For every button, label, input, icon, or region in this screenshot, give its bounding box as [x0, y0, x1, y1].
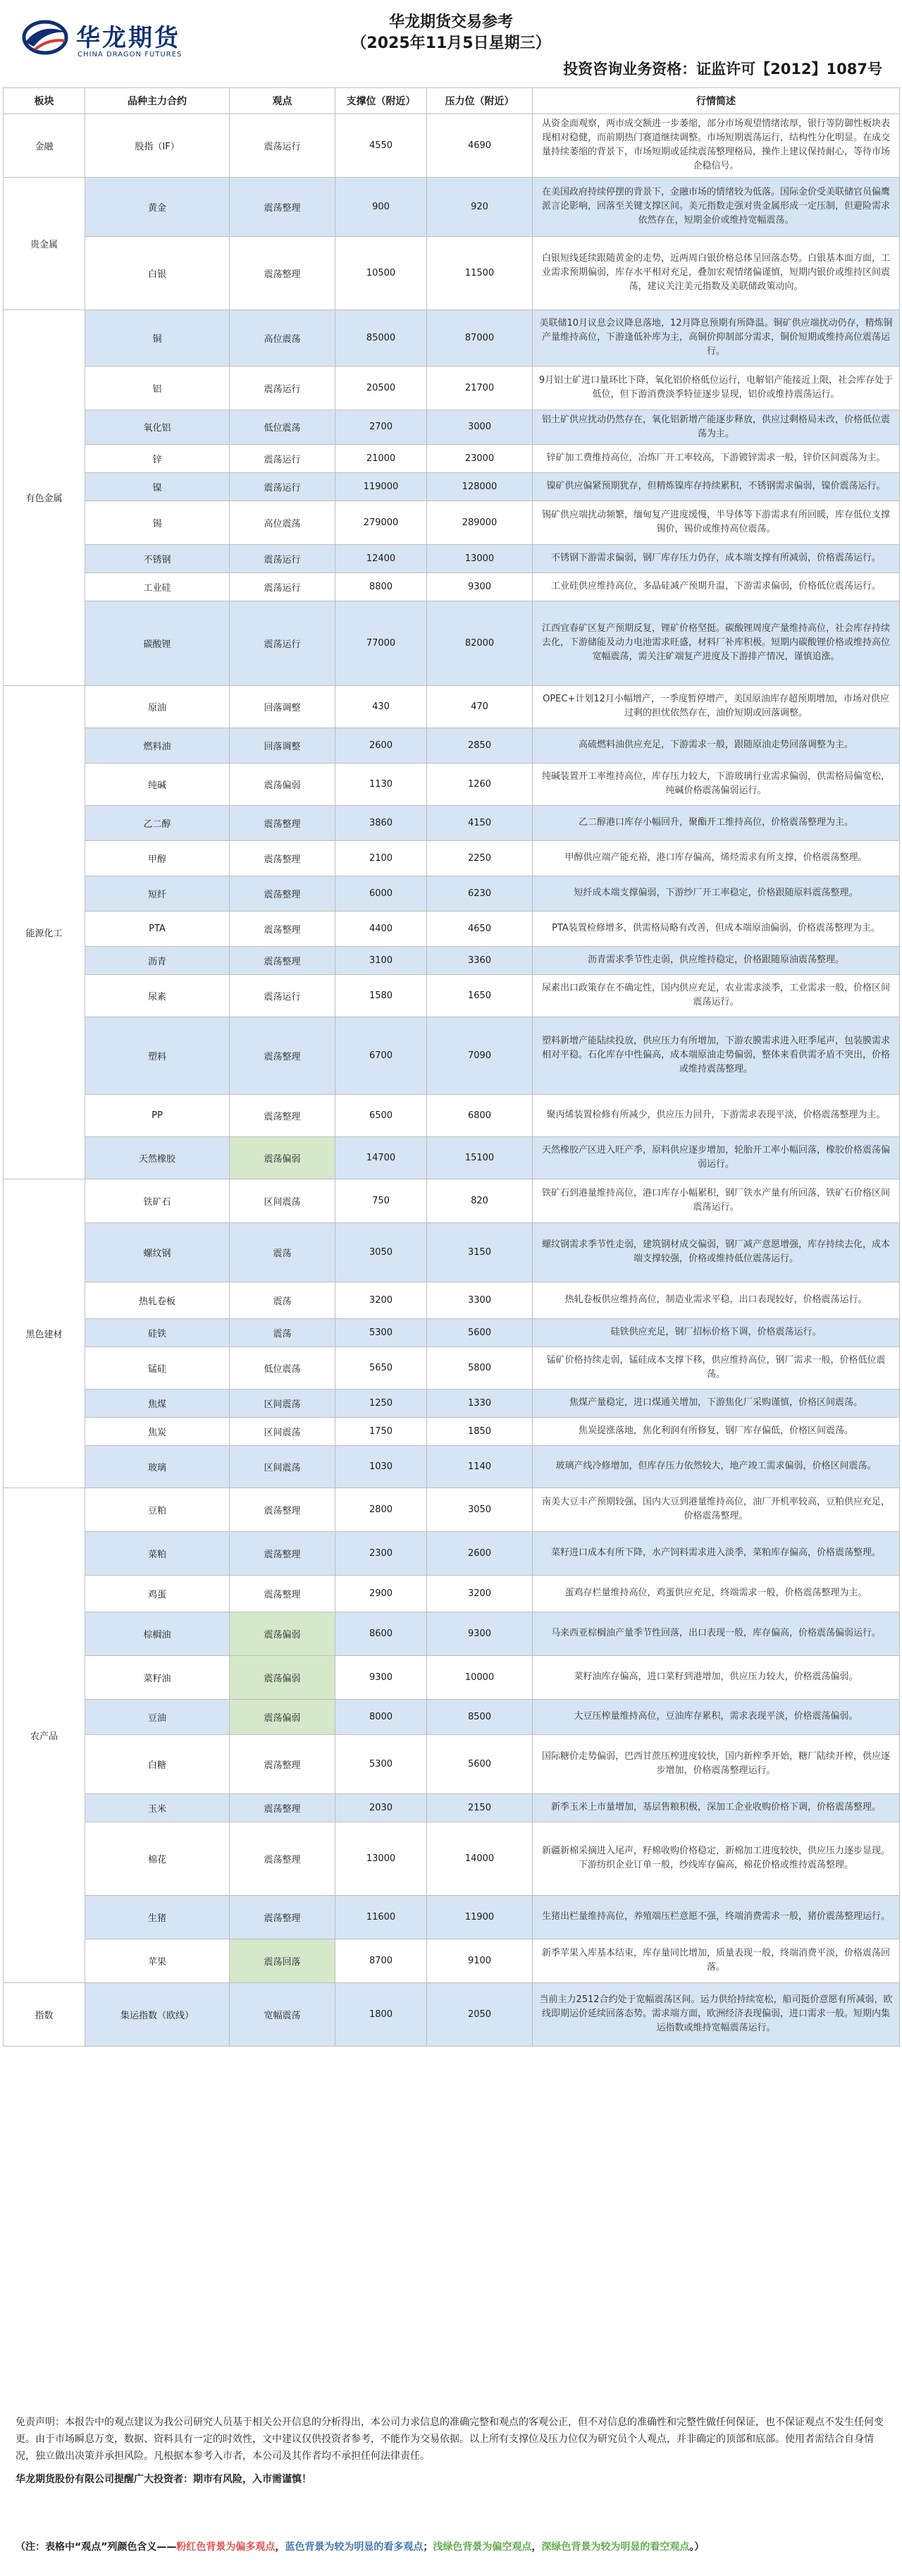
- contract-cell: 菜粕: [85, 1531, 230, 1575]
- legend-bullish-strong: 蓝色背景为较为明显的看多观点: [285, 2541, 424, 2553]
- view-cell: 震荡整理: [230, 177, 335, 236]
- view-cell: 震荡偏弱: [230, 1699, 335, 1734]
- table-row: [4, 1982, 900, 2046]
- sector-cell: 黑色建材: [4, 1179, 85, 1488]
- resistance-cell: 1850: [427, 1417, 533, 1445]
- resistance-cell: 4650: [427, 911, 533, 946]
- table-row: [4, 309, 900, 366]
- contract-cell: 白银: [85, 236, 230, 309]
- resistance-cell: 7090: [427, 1017, 533, 1094]
- view-cell: 宽幅震荡: [230, 1982, 335, 2046]
- support-cell: 5300: [335, 1734, 427, 1793]
- view-cell: 低位震荡: [230, 410, 335, 444]
- contract-cell: 白糖: [85, 1734, 230, 1793]
- support-cell: 2600: [335, 728, 427, 763]
- support-cell: 10500: [335, 236, 427, 309]
- table-row: [4, 1318, 900, 1347]
- contract-cell: 集运指数（欧线）: [85, 1982, 230, 2046]
- resistance-cell: 6230: [427, 876, 533, 911]
- support-cell: 1030: [335, 1445, 427, 1488]
- table-row: [4, 1282, 900, 1318]
- resistance-cell: 9300: [427, 572, 533, 601]
- table-row: [4, 1822, 900, 1895]
- summary-cell: 新季苹果入库基本结束，库存量同比增加，质量表现一般，终端消费平淡，价格震荡回落。: [533, 1939, 900, 1982]
- support-cell: 2030: [335, 1793, 427, 1822]
- contract-cell: 硅铁: [85, 1318, 230, 1347]
- resistance-cell: 3300: [427, 1282, 533, 1318]
- support-cell: 1800: [335, 1982, 427, 2046]
- summary-cell: 高硫燃料油供应充足，下游需求一般，跟随原油走势回落调整为主。: [533, 728, 900, 763]
- legend-suffix: 。）: [689, 2541, 705, 2553]
- support-cell: 430: [335, 685, 427, 728]
- contract-cell: 锌: [85, 444, 230, 472]
- contract-cell: 鸡蛋: [85, 1575, 230, 1612]
- summary-cell: 纯碱装置开工率维持高位，库存压力较大，下游玻璃行业需求偏弱，供需格局偏宽松，纯碱价格震荡偏弱运行。: [533, 763, 900, 805]
- view-cell: 震荡整理: [230, 1488, 335, 1531]
- resistance-cell: 23000: [427, 444, 533, 472]
- column-header-resistance: 压力位（附近）: [427, 88, 533, 114]
- summary-cell: 从资金面观察，两市成交额进一步萎缩，部分市场观望情绪浓厚，银行等防御性板块表现相对稳健，而前期热门赛道继续调整。市场短期震荡运行，结构性分化明显。在成交量持续萎缩的背景下，市场短期或延续震荡整理格局，操作上建议保持耐心，等待市场企稳信号。: [533, 114, 900, 178]
- support-cell: 5300: [335, 1318, 427, 1347]
- column-header-view: 观点: [230, 88, 335, 114]
- support-cell: 6700: [335, 1017, 427, 1094]
- sector-cell: 贵金属: [4, 177, 85, 309]
- support-cell: 3050: [335, 1222, 427, 1282]
- support-cell: 8800: [335, 572, 427, 601]
- license-number: 投资咨询业务资格：证监许可【2012】1087号: [563, 61, 882, 78]
- table-row: [4, 840, 900, 876]
- summary-cell: 锡矿供应端扰动频繁，缅甸复产进度缓慢，半导体等下游需求有所回暖，库存低位支撑锡价，锡价或维持高位震荡。: [533, 501, 900, 544]
- legend-bearish-strong: 深绿色背景为较为明显的看空观点: [541, 2541, 690, 2553]
- resistance-cell: 1140: [427, 1445, 533, 1488]
- contract-cell: 菜籽油: [85, 1655, 230, 1699]
- table-row: [4, 1488, 900, 1531]
- resistance-cell: 82000: [427, 601, 533, 685]
- support-cell: 13000: [335, 1822, 427, 1895]
- view-cell: 区间震荡: [230, 1179, 335, 1222]
- support-cell: 1580: [335, 974, 427, 1017]
- color-legend: [16, 2539, 886, 2553]
- table-row: [4, 911, 900, 946]
- report-date: （2025年11月5日星期三）: [351, 35, 551, 52]
- resistance-cell: 15100: [427, 1136, 533, 1179]
- summary-cell: 蛋鸡存栏量维持高位，鸡蛋供应充足，终端需求一般，价格震荡整理为主。: [533, 1575, 900, 1612]
- table-row: [4, 728, 900, 763]
- table-row: [4, 177, 900, 236]
- resistance-cell: 4690: [427, 114, 533, 178]
- view-cell: 震荡回落: [230, 1939, 335, 1982]
- view-cell: 震荡运行: [230, 366, 335, 410]
- contract-cell: 热轧卷板: [85, 1282, 230, 1318]
- contract-cell: 锰硅: [85, 1347, 230, 1389]
- resistance-cell: 1330: [427, 1389, 533, 1417]
- contract-cell: 豆油: [85, 1699, 230, 1734]
- view-cell: 区间震荡: [230, 1445, 335, 1488]
- table-row: [4, 1531, 900, 1575]
- summary-cell: 硅铁供应充足，钢厂招标价格下调，价格震荡运行。: [533, 1318, 900, 1347]
- view-cell: 震荡: [230, 1222, 335, 1282]
- support-cell: 77000: [335, 601, 427, 685]
- legend-sep: ；: [423, 2541, 433, 2553]
- support-cell: 21000: [335, 444, 427, 472]
- summary-cell: 沥青需求季节性走弱，供应维持稳定，价格跟随原油震荡整理。: [533, 946, 900, 974]
- summary-cell: 短纤成本端支撑偏弱，下游纱厂开工率稳定，价格跟随原料震荡整理。: [533, 876, 900, 911]
- summary-cell: 天然橡胶产区进入旺产季，原料供应逐步增加，轮胎开工率小幅回落，橡胶价格震荡偏弱运行。: [533, 1136, 900, 1179]
- table-row: [4, 1417, 900, 1445]
- support-cell: 8000: [335, 1699, 427, 1734]
- resistance-cell: 3000: [427, 410, 533, 444]
- table-row: [4, 501, 900, 544]
- resistance-cell: 11900: [427, 1895, 533, 1939]
- support-cell: 119000: [335, 472, 427, 501]
- sector-cell: 金融: [4, 114, 85, 178]
- legend-sep: ，: [275, 2541, 285, 2553]
- column-header-summary: 行情简述: [533, 88, 900, 114]
- contract-cell: 沥青: [85, 946, 230, 974]
- resistance-cell: 2150: [427, 1793, 533, 1822]
- support-cell: 2700: [335, 410, 427, 444]
- resistance-cell: 87000: [427, 309, 533, 366]
- table-row: [4, 472, 900, 501]
- support-cell: 20500: [335, 366, 427, 410]
- contract-cell: 尿素: [85, 974, 230, 1017]
- summary-cell: 江西宜春矿区复产预期反复，锂矿价格坚挺。碳酸锂周度产量维持高位，社会库存持续去化，下游储能及动力电池需求旺盛，材料厂补库积极。短期内碳酸锂价格或维持高位宽幅震荡，需关注矿端复产进度及下游排产情况，谨慎追涨。: [533, 601, 900, 685]
- contract-cell: 玻璃: [85, 1445, 230, 1488]
- sector-cell: 能源化工: [4, 685, 85, 1179]
- view-cell: 震荡偏弱: [230, 1655, 335, 1699]
- summary-cell: 不锈钢下游需求偏弱，钢厂库存压力仍存，成本端支撑有所减弱，价格震荡运行。: [533, 544, 900, 572]
- summary-cell: 乙二醇港口库存小幅回升，聚酯开工维持高位，价格震荡整理为主。: [533, 805, 900, 840]
- resistance-cell: 920: [427, 177, 533, 236]
- table-row: [4, 805, 900, 840]
- view-cell: 震荡: [230, 1282, 335, 1318]
- resistance-cell: 14000: [427, 1822, 533, 1895]
- view-cell: 震荡整理: [230, 1531, 335, 1575]
- summary-cell: 新疆新棉采摘进入尾声，籽棉收购价格稳定，新棉加工进度较快，供应压力逐步显现。下游纺织企业订单一般，纱线库存偏高，棉花价格或维持震荡整理。: [533, 1822, 900, 1895]
- resistance-cell: 6800: [427, 1094, 533, 1136]
- view-cell: 震荡运行: [230, 544, 335, 572]
- logo-text-cn: 华龙期货: [76, 24, 180, 52]
- support-cell: 3100: [335, 946, 427, 974]
- contract-cell: 焦炭: [85, 1417, 230, 1445]
- resistance-cell: 21700: [427, 366, 533, 410]
- contract-cell: 棕榈油: [85, 1612, 230, 1655]
- table-row: [4, 444, 900, 472]
- view-cell: 震荡运行: [230, 114, 335, 178]
- support-cell: 3200: [335, 1282, 427, 1318]
- support-cell: 5650: [335, 1347, 427, 1389]
- resistance-cell: 9300: [427, 1612, 533, 1655]
- summary-cell: 锌矿加工费维持高位，冶炼厂开工率较高，下游镀锌需求一般，锌价区间震荡为主。: [533, 444, 900, 472]
- support-cell: 85000: [335, 309, 427, 366]
- support-cell: 279000: [335, 501, 427, 544]
- contract-cell: 短纤: [85, 876, 230, 911]
- contract-cell: 镍: [85, 472, 230, 501]
- table-row: [4, 1347, 900, 1389]
- summary-cell: 菜籽进口成本有所下降，水产饲料需求进入淡季，菜粕库存偏高，价格震荡整理。: [533, 1531, 900, 1575]
- view-cell: 震荡运行: [230, 444, 335, 472]
- view-cell: 震荡整理: [230, 946, 335, 974]
- view-cell: 震荡整理: [230, 1017, 335, 1094]
- contract-cell: 玉米: [85, 1793, 230, 1822]
- resistance-cell: 11500: [427, 236, 533, 309]
- support-cell: 11600: [335, 1895, 427, 1939]
- support-cell: 12400: [335, 544, 427, 572]
- contract-cell: 生猪: [85, 1895, 230, 1939]
- resistance-cell: 1650: [427, 974, 533, 1017]
- table-row: [4, 1389, 900, 1417]
- resistance-cell: 5600: [427, 1734, 533, 1793]
- view-cell: 高位震荡: [230, 501, 335, 544]
- resistance-cell: 289000: [427, 501, 533, 544]
- table-row: [4, 1179, 900, 1222]
- support-cell: 6000: [335, 876, 427, 911]
- logo-text-en: CHINA DRAGON FUTURES: [78, 51, 183, 59]
- table-row: [4, 1734, 900, 1793]
- contract-cell: 股指（IF）: [85, 114, 230, 178]
- table-row: [4, 946, 900, 974]
- disclaimer-section: [16, 2415, 886, 2496]
- view-cell: 震荡运行: [230, 974, 335, 1017]
- column-header-contract: 品种主力合约: [85, 88, 230, 114]
- summary-cell: 甲醇供应端产能充裕，港口库存偏高，烯烃需求有所支撑，价格震荡整理。: [533, 840, 900, 876]
- legend-bearish-light: 浅绿色背景为偏空观点: [433, 2541, 532, 2553]
- resistance-cell: 2850: [427, 728, 533, 763]
- report-header: [0, 0, 902, 92]
- contract-cell: 铜: [85, 309, 230, 366]
- view-cell: 震荡整理: [230, 236, 335, 309]
- table-body: [4, 114, 900, 2047]
- support-cell: 9300: [335, 1655, 427, 1699]
- table-row: [4, 1895, 900, 1939]
- legend-sep: ，: [531, 2541, 542, 2553]
- view-cell: 震荡整理: [230, 1734, 335, 1793]
- contract-cell: 乙二醇: [85, 805, 230, 840]
- summary-cell: 铝土矿供应扰动仍然存在，氧化铝新增产能逐步释放，供应过剩格局未改，价格低位震荡为主。: [533, 410, 900, 444]
- resistance-cell: 13000: [427, 544, 533, 572]
- support-cell: 900: [335, 177, 427, 236]
- summary-cell: 热轧卷板供应维持高位，制造业需求平稳，出口表现较好，价格震荡运行。: [533, 1282, 900, 1318]
- view-cell: 震荡整理: [230, 911, 335, 946]
- resistance-cell: 4150: [427, 805, 533, 840]
- view-cell: 回落调整: [230, 685, 335, 728]
- contract-cell: 苹果: [85, 1939, 230, 1982]
- contract-cell: 不锈钢: [85, 544, 230, 572]
- contract-cell: 甲醇: [85, 840, 230, 876]
- view-cell: 震荡偏弱: [230, 1136, 335, 1179]
- view-cell: 震荡整理: [230, 1895, 335, 1939]
- summary-cell: 新季玉米上市量增加，基层售粮积极，深加工企业收购价格下调，价格震荡整理。: [533, 1793, 900, 1822]
- contract-cell: 天然橡胶: [85, 1136, 230, 1179]
- resistance-cell: 128000: [427, 472, 533, 501]
- resistance-cell: 3150: [427, 1222, 533, 1282]
- view-cell: 震荡偏弱: [230, 1612, 335, 1655]
- contract-cell: PP: [85, 1094, 230, 1136]
- support-cell: 2100: [335, 840, 427, 876]
- view-cell: 区间震荡: [230, 1389, 335, 1417]
- view-cell: 震荡整理: [230, 876, 335, 911]
- resistance-cell: 820: [427, 1179, 533, 1222]
- contract-cell: 氧化铝: [85, 410, 230, 444]
- summary-cell: OPEC+计划12月小幅增产，一季度暂停增产，美国原油库存超预期增加，市场对供应过剩的担忧依然存在，油价短期或回落调整。: [533, 685, 900, 728]
- contract-cell: 豆粕: [85, 1488, 230, 1531]
- table-row: [4, 1222, 900, 1282]
- resistance-cell: 5800: [427, 1347, 533, 1389]
- summary-cell: 美联储10月议息会议降息落地，12月降息预期有所降温。铜矿供应端扰动仍存，精炼铜产量维持高位，下游逢低补库为主，高铜价抑制部分需求，铜价短期或维持高位震荡运行。: [533, 309, 900, 366]
- summary-cell: 锰矿价格持续走弱，锰硅成本支撑下移，供应维持高位，钢厂需求一般，价格低位震荡。: [533, 1347, 900, 1389]
- contract-cell: 碳酸锂: [85, 601, 230, 685]
- report-title: 华龙期货交易参考: [388, 13, 513, 31]
- contract-cell: 燃料油: [85, 728, 230, 763]
- support-cell: 14700: [335, 1136, 427, 1179]
- column-header-sector: 板块: [4, 88, 85, 114]
- resistance-cell: 5600: [427, 1318, 533, 1347]
- summary-cell: 生猪出栏量维持高位，养殖端压栏意愿不强，终端消费需求一般，猪价震荡整理运行。: [533, 1895, 900, 1939]
- resistance-cell: 3200: [427, 1575, 533, 1612]
- view-cell: 回落调整: [230, 728, 335, 763]
- resistance-cell: 9100: [427, 1939, 533, 1982]
- legend-bullish-light: 粉红色背景为偏多观点: [176, 2541, 276, 2553]
- contract-cell: 棉花: [85, 1822, 230, 1895]
- support-cell: 1750: [335, 1417, 427, 1445]
- resistance-cell: 2050: [427, 1982, 533, 2046]
- table-row: [4, 974, 900, 1017]
- view-cell: 震荡整理: [230, 1793, 335, 1822]
- summary-cell: 当前主力2512合约处于宽幅震荡区间。运力供给持续宽松，船司挺价意愿有所减弱，欧线即期运价延续回落态势。需求端方面，欧洲经济表现偏弱，进口需求一般。短期内集运指数或维持宽幅震荡运行。: [533, 1982, 900, 2046]
- resistance-cell: 3050: [427, 1488, 533, 1531]
- contract-cell: PTA: [85, 911, 230, 946]
- support-cell: 750: [335, 1179, 427, 1222]
- table-header-row: [4, 88, 900, 114]
- support-cell: 1130: [335, 763, 427, 805]
- contract-cell: 原油: [85, 685, 230, 728]
- support-cell: 6500: [335, 1094, 427, 1136]
- contract-cell: 螺纹钢: [85, 1222, 230, 1282]
- summary-cell: 螺纹钢需求季节性走弱，建筑钢材成交偏弱，钢厂减产意愿增强，库存持续去化，成本端支撑较强，价格或维持低位震荡运行。: [533, 1222, 900, 1282]
- summary-cell: 焦煤产量稳定，进口煤通关增加，下游焦化厂采购谨慎，价格区间震荡。: [533, 1389, 900, 1417]
- summary-cell: 在美国政府持续停摆的背景下，金融市场的情绪较为低落。国际金价受美联储官员偏鹰派言论影响，回落至关键支撑区间。美元指数走强对贵金属形成一定压制，但避险需求依然存在，短期金价或维持宽幅震荡。: [533, 177, 900, 236]
- contract-cell: 铁矿石: [85, 1179, 230, 1222]
- table-row: [4, 1699, 900, 1734]
- summary-cell: PTA装置检修增多，供需格局略有改善，但成本端原油偏弱，价格震荡整理为主。: [533, 911, 900, 946]
- table-row: [4, 876, 900, 911]
- table-row: [4, 1445, 900, 1488]
- sector-cell: 有色金属: [4, 309, 85, 685]
- summary-cell: 国际糖价走势偏弱，巴西甘蔗压榨进度较快，国内新榨季开始，糖厂陆续开榨，供应逐步增加，价格震荡整理运行。: [533, 1734, 900, 1793]
- resistance-cell: 470: [427, 685, 533, 728]
- table-row: [4, 544, 900, 572]
- summary-cell: 塑料新增产能陆续投放，供应压力有所增加，下游农膜需求进入旺季尾声，包装膜需求相对平稳。石化库存中性偏高，成本端原油走势偏弱，整体来看供需矛盾不突出，价格或维持震荡整理。: [533, 1017, 900, 1094]
- view-cell: 震荡运行: [230, 601, 335, 685]
- view-cell: 震荡整理: [230, 1094, 335, 1136]
- sector-cell: 指数: [4, 1982, 85, 2046]
- resistance-cell: 1260: [427, 763, 533, 805]
- view-cell: 震荡整理: [230, 1575, 335, 1612]
- table-row: [4, 1612, 900, 1655]
- disclaimer-text: 免责声明：本报告中的观点建议为我公司研究人员基于相关公开信息的分析得出，本公司力求信息的准确完整和观点的客观公正，但不对信息的准确性和完整性做任何保证，也不保证观点不发生任何变更。由于市场瞬息万变，数据、资料具有一定的时效性，文中建议仅供投资者参考，不能作为交易依据。以上所有支撑位及压力位仅为研究员个人观点，并非确定的顶部和底部。使用者需结合自身情况，独立做出决策并承担风险。凡根据本参考入市者，本公司及其作者均不承担任何法律责任。: [16, 2417, 884, 2462]
- support-cell: 2800: [335, 1488, 427, 1531]
- support-cell: 8600: [335, 1612, 427, 1655]
- resistance-cell: 3360: [427, 946, 533, 974]
- view-cell: 震荡运行: [230, 472, 335, 501]
- summary-cell: 聚丙烯装置检修有所减少，供应压力回升，下游需求表现平淡，价格震荡整理为主。: [533, 1094, 900, 1136]
- contract-cell: 铝: [85, 366, 230, 410]
- contract-cell: 工业硅: [85, 572, 230, 601]
- table-row: [4, 1017, 900, 1094]
- view-cell: 震荡整理: [230, 1822, 335, 1895]
- view-cell: 震荡偏弱: [230, 763, 335, 805]
- summary-cell: 玻璃产线冷修增加，但库存压力依然较大，地产竣工需求偏弱，价格区间震荡。: [533, 1445, 900, 1488]
- summary-cell: 镍矿供应偏紧预期犹存，但精炼镍库存持续累积，不锈钢需求偏弱，镍价震荡运行。: [533, 472, 900, 501]
- view-cell: 震荡运行: [230, 572, 335, 601]
- risk-warning: 华龙期货股份有限公司提醒广大投资者：期市有风险，入市需谨慎！: [16, 2474, 311, 2486]
- support-cell: 2300: [335, 1531, 427, 1575]
- contract-cell: 纯碱: [85, 763, 230, 805]
- view-cell: 震荡整理: [230, 805, 335, 840]
- table-row: [4, 685, 900, 728]
- view-cell: 低位震荡: [230, 1347, 335, 1389]
- table-row: [4, 763, 900, 805]
- resistance-cell: 2250: [427, 840, 533, 876]
- support-cell: 8700: [335, 1939, 427, 1982]
- column-header-support: 支撑位（附近）: [335, 88, 427, 114]
- summary-cell: 9月铝土矿进口量环比下降，氧化铝价格低位运行，电解铝产能接近上限，社会库存处于低位，但下游消费淡季特征逐步显现，铝价或维持震荡运行。: [533, 366, 900, 410]
- resistance-cell: 8500: [427, 1699, 533, 1734]
- support-cell: 4400: [335, 911, 427, 946]
- table-row: [4, 1793, 900, 1822]
- trading-reference-table: [3, 87, 900, 2047]
- table-row: [4, 236, 900, 309]
- view-cell: 震荡整理: [230, 840, 335, 876]
- table-row: [4, 1575, 900, 1612]
- view-cell: 高位震荡: [230, 309, 335, 366]
- summary-cell: 马来西亚棕榈油产量季节性回落，出口表现一般，库存偏高，价格震荡偏弱运行。: [533, 1612, 900, 1655]
- sector-cell: 农产品: [4, 1488, 85, 1982]
- contract-cell: 塑料: [85, 1017, 230, 1094]
- table-row: [4, 1939, 900, 1982]
- table-row: [4, 1655, 900, 1699]
- table-row: [4, 366, 900, 410]
- support-cell: 3860: [335, 805, 427, 840]
- table-row: [4, 1094, 900, 1136]
- resistance-cell: 10000: [427, 1655, 533, 1699]
- support-cell: 4550: [335, 114, 427, 178]
- table-row: [4, 572, 900, 601]
- summary-cell: 铁矿石到港量维持高位，港口库存小幅累积，钢厂铁水产量有所回落，铁矿石价格区间震荡运行。: [533, 1179, 900, 1222]
- table-row: [4, 1136, 900, 1179]
- summary-cell: 焦炭提涨落地，焦化利润有所修复，钢厂库存偏低，价格区间震荡。: [533, 1417, 900, 1445]
- summary-cell: 大豆压榨量维持高位，豆油库存累积，需求表现平淡，价格震荡偏弱。: [533, 1699, 900, 1734]
- contract-cell: 锡: [85, 501, 230, 544]
- table-row: [4, 410, 900, 444]
- legend-prefix: （注：表格中“观点”列颜色含义——: [16, 2541, 177, 2553]
- contract-cell: 焦煤: [85, 1389, 230, 1417]
- summary-cell: 南美大豆丰产预期较强，国内大豆到港量维持高位，油厂开机率较高，豆粕供应充足，价格震荡整理。: [533, 1488, 900, 1531]
- summary-cell: 白银短线延续跟随黄金的走势，近两周白银价格总体呈回落态势。白银基本面方面，工业需求预期偏弱，库存水平相对充足，叠加宏观情绪偏谨慎，短期内银价或维持区间震荡，建议关注美元指数及美联储政策动向。: [533, 236, 900, 309]
- view-cell: 震荡: [230, 1318, 335, 1347]
- contract-cell: 黄金: [85, 177, 230, 236]
- table-row: [4, 601, 900, 685]
- support-cell: 1250: [335, 1389, 427, 1417]
- view-cell: 区间震荡: [230, 1417, 335, 1445]
- resistance-cell: 2600: [427, 1531, 533, 1575]
- table-row: [4, 114, 900, 178]
- summary-cell: 尿素出口政策存在不确定性，国内供应充足，农业需求淡季，工业需求一般，价格区间震荡运行。: [533, 974, 900, 1017]
- summary-cell: 工业硅供应维持高位，多晶硅减产预期升温，下游需求偏弱，价格低位震荡运行。: [533, 572, 900, 601]
- support-cell: 2900: [335, 1575, 427, 1612]
- summary-cell: 菜籽油库存偏高，进口菜籽到港增加，供应压力较大，价格震荡偏弱。: [533, 1655, 900, 1699]
